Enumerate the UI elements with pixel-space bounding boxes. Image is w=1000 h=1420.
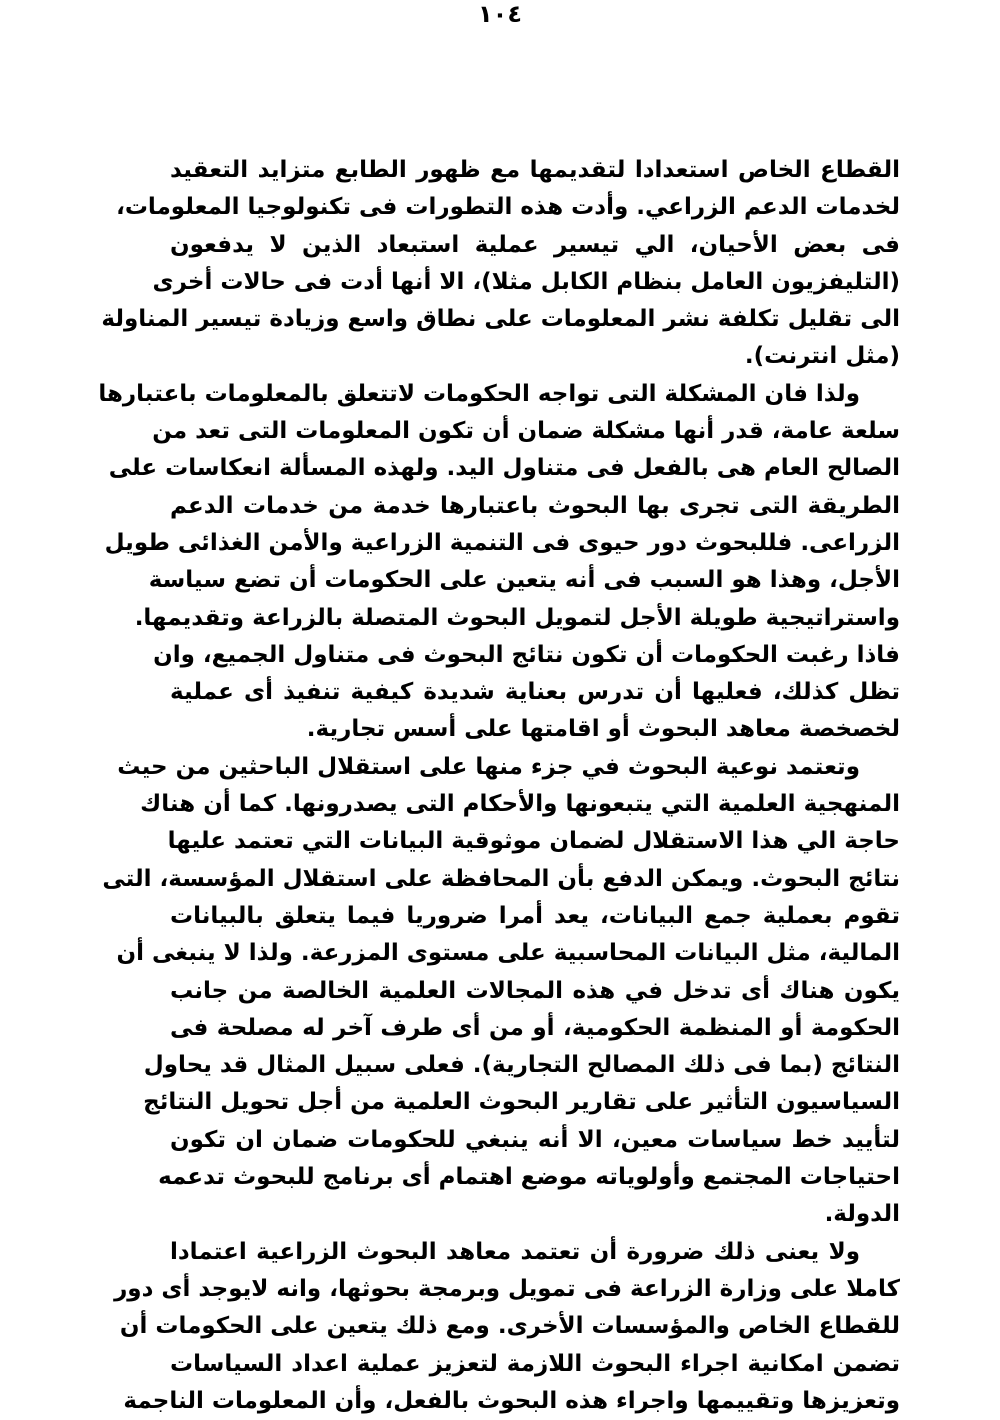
text-line: ولا يعنى ذلك ضرورة أن تعتمد معاهد البحوث الزراعية اعتمادا [170, 1238, 860, 1265]
body-text [98, 152, 900, 1420]
text-line: فاذا رغبت الحكومات أن تكون نتائج البحوث فى متناول الجميع، وان [153, 641, 900, 668]
page-number: ١٠٤ [478, 0, 522, 28]
text-line: الصالح العام هى بالفعل فى متناول اليد. ولهذه المسألة انعكاسات على [108, 455, 900, 482]
text-line: الأجل، وهذا هو السبب فى أنه يتعين على الحكومات أن تضع سياسة [148, 567, 900, 594]
text-line: حاجة الي هذا الاستقلال لضمان موثوقية البيانات التي تعتمد عليها [167, 828, 900, 855]
text-line: سلعة عامة، قدر أنها مشكلة ضمان أن تكون المعلومات التى تعد من [152, 418, 900, 445]
text-line: تقوم بعملية جمع البيانات، يعد أمرا ضروريا فيما يتعلق بالبيانات [170, 902, 900, 929]
text-line: (مثل انترنت). [744, 343, 900, 370]
text-line: لتأييد خط سياسات معين، الا أنه ينبغي للحكومات ضمان ان تكون [170, 1126, 900, 1153]
paragraph-2 [98, 376, 900, 749]
text-line: المالية، مثل البيانات المحاسبية على مستوى المزرعة. ولذا لا ينبغى أن [116, 940, 900, 967]
paragraph-4 [114, 1234, 900, 1420]
text-line: يكون هناك أى تدخل في هذه المجالات العلمية الخالصة من جانب [170, 977, 900, 1004]
text-line: الحكومة أو المنظمة الحكومية، أو من أى طرف آخر له مصلحة فى [170, 1014, 900, 1041]
text-line: القطاع الخاص استعدادا لتقديمها مع ظهور الطابع متزايد التعقيد [170, 157, 900, 183]
text-line: وتعتمد نوعية البحوث في جزء منها على استقلال الباحثين من حيث [117, 753, 860, 780]
text-line: للقطاع الخاص والمؤسسات الأخرى. ومع ذلك يتعين على الحكومات أن [119, 1313, 900, 1340]
text-line: احتياجات المجتمع وأولوياته موضع اهتمام أى برنامج للبحوث تدعمه [158, 1164, 900, 1191]
text-line: لخدمات الدعم الزراعي. وأدت هذه التطورات فى تكنولوجيا المعلومات، [116, 194, 900, 221]
text-line: لخصخصة معاهد البحوث أو اقامتها على أسس تجارية. [306, 716, 900, 743]
text-line: وتعزيزها وتقييمها واجراء هذه البحوث بالفعل، وأن المعلومات الناجمة [123, 1387, 900, 1414]
text-line: (التليفزيون العامل بنظام الكابل مثلا)، الا أنها أدت فى حالات أخرى [152, 268, 900, 295]
text-line: النتائج (بما فى ذلك المصالح التجارية). فعلى سبيل المثال قد يحاول [143, 1052, 900, 1079]
text-line: الطريقة التى تجرى بها البحوث باعتبارها خدمة من خدمات الدعم [170, 492, 900, 519]
text-line: فى بعض الأحيان، الي تيسير عملية استبعاد الذين لا يدفعون [170, 231, 900, 258]
text-line: تظل كذلك، فعليها أن تدرس بعناية شديدة كيفية تنفيذ أى عملية [170, 679, 900, 706]
text-line: الدولة. [824, 1201, 900, 1228]
text-line: كاملا على وزارة الزراعة فى تمويل وبرمجة بحوثها، وانه لايوجد أى دور [114, 1275, 900, 1302]
text-line: الى تقليل تكلفة نشر المعلومات على نطاق واسع وزيادة تيسير المناولة [101, 306, 900, 333]
paragraph-1 [101, 152, 900, 376]
text-line: تضمن امكانية اجراء البحوث اللازمة لتعزيز عملية اعداد السياسات [170, 1350, 900, 1377]
text-line: واستراتيجية طويلة الأجل لتمويل البحوث المتصلة بالزراعة وتقديمها. [134, 604, 900, 631]
paragraph-3 [102, 749, 900, 1234]
text-line: الزراعى. فللبحوث دور حيوى فى التنمية الزراعية والأمن الغذائى طويل [104, 529, 900, 556]
text-line: نتائج البحوث. ويمكن الدفع بأن المحافظة على استقلال المؤسسة، التى [102, 865, 900, 892]
text-line: ولذا فان المشكلة التى تواجه الحكومات لاتتعلق بالمعلومات باعتبارها [98, 380, 860, 407]
text-line: السياسيون التأثير على تقارير البحوث العلمية من أجل تحويل النتائج [143, 1089, 900, 1116]
text-line: المنهجية العلمية التي يتبعونها والأحكام التى يصدرونها. كما أن هناك [140, 791, 900, 818]
